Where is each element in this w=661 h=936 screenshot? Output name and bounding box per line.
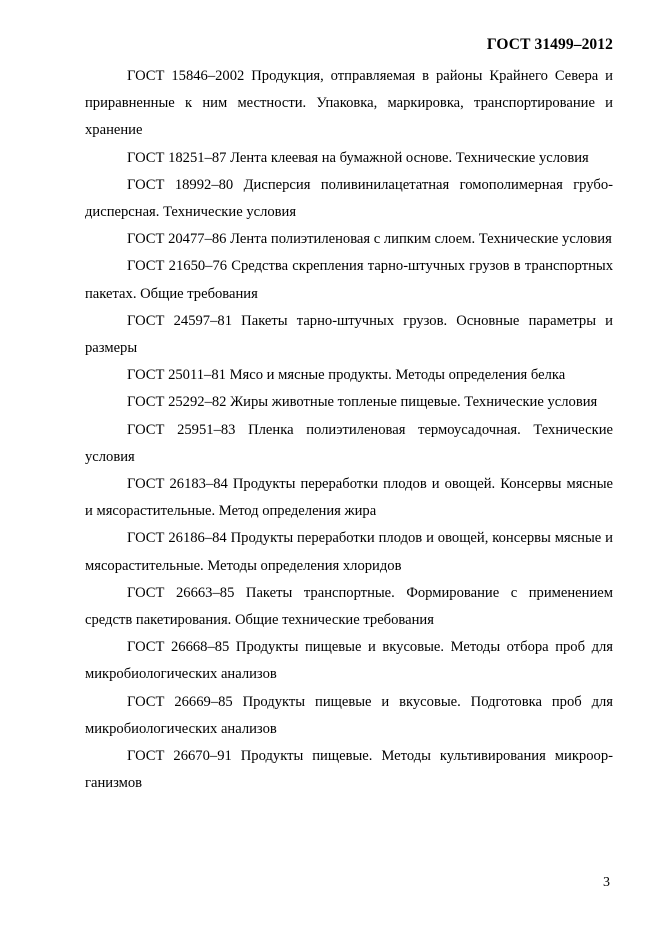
- references-list: [85, 63, 613, 797]
- reference-entry: ГОСТ 26668–85 Продукты пищевые и вкусовые. Методы отбора проб для микробиологических анализов: [85, 639, 613, 683]
- reference-entry: ГОСТ 21650–76 Средства скрепления тарно-штучных грузов в транспортных пакетах. Общие требования: [85, 258, 613, 302]
- reference-entry: ГОСТ 24597–81 Пакеты тарно-штучных грузов. Основные параметры и размеры: [85, 312, 613, 357]
- reference-entry: ГОСТ 25292–82 Жиры животные топленые пищевые. Технические условия: [127, 394, 598, 411]
- reference-entry: ГОСТ 18251–87 Лента клеевая на бумажной основе. Технические условия: [127, 149, 589, 166]
- reference-entry: ГОСТ 26663–85 Пакеты транспортные. Формирование с применением средств пакетирования. Общие технические требования: [85, 584, 613, 629]
- reference-entry: ГОСТ 25951–83 Пленка полиэтиленовая термоусадочная. Технические условия: [85, 421, 613, 465]
- page-number: 3: [603, 875, 610, 890]
- reference-entry: ГОСТ 25011–81 Мясо и мясные продукты. Методы определения белка: [127, 367, 566, 384]
- reference-entry: ГОСТ 26670–91 Продукты пищевые. Методы культивирования микроорганизмов: [85, 748, 613, 792]
- reference-entry: ГОСТ 26183–84 Продукты переработки плодов и овощей. Консервы мясные и мясорастительные. Метод определения жира: [85, 476, 613, 520]
- reference-entry: ГОСТ 26669–85 Продукты пищевые и вкусовые. Подготовка проб для микробиологических анализов: [85, 693, 613, 737]
- reference-entry: ГОСТ 26186–84 Продукты переработки плодов и овощей, консервы мясные и мясорастительные. Методы определения хлоридов: [85, 530, 613, 574]
- standard-header: ГОСТ 31499–2012: [486, 36, 613, 53]
- reference-entry: ГОСТ 18992–80 Дисперсия поливинилацетатная гомополимерная грубодисперсная. Технические условия: [85, 176, 613, 221]
- reference-entry: ГОСТ 15846–2002 Продукция, отправляемая в районы Крайнего Севера и приравненные к ним местности. Упаковка, маркировка, транспортирование и хранение: [85, 68, 613, 139]
- reference-entry: ГОСТ 20477–86 Лента полиэтиленовая с липким слоем. Технические условия: [127, 231, 612, 248]
